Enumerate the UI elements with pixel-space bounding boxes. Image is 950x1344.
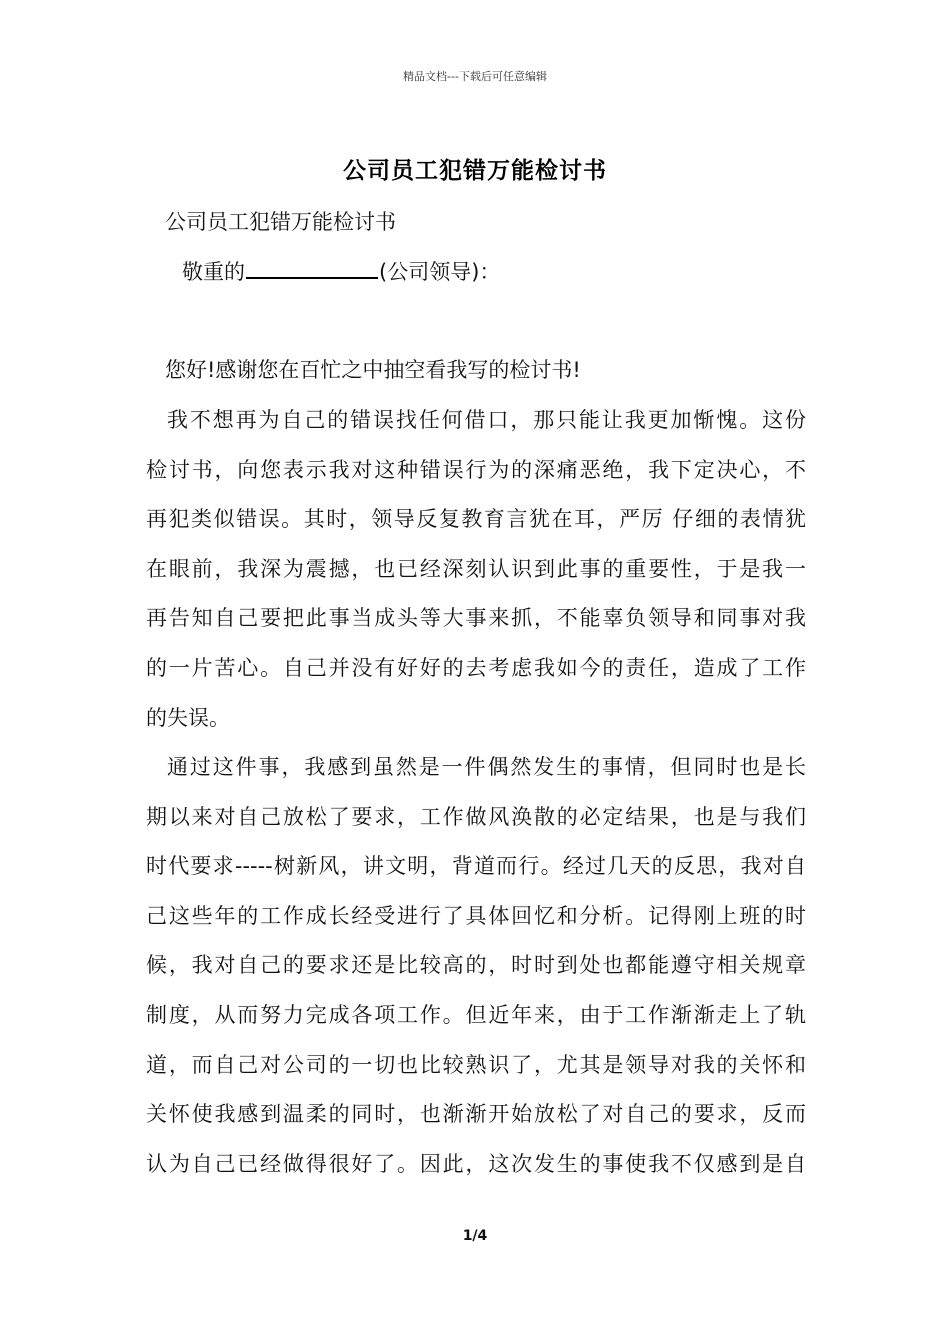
paragraph-1	[146, 396, 806, 743]
recipient-blank-line	[246, 257, 378, 279]
paragraph-line: 的一片苦心。自己并没有好好的去考虑我如今的责任，造成了工作	[146, 655, 806, 680]
salutation	[182, 248, 500, 298]
paragraph-line: 己这些年的工作成长经受进行了具体回忆和分析。记得刚上班的时	[146, 903, 806, 928]
paragraph-2	[146, 743, 806, 1189]
document-subtitle: 公司员工犯错万能检讨书	[165, 210, 396, 234]
salutation-suffix: (公司领导)：	[379, 260, 501, 284]
paragraph-line: 我不想再为自己的错误找任何借口，那只能让我更加惭愧。这份	[167, 408, 806, 432]
paragraph-line: 通过这件事，我感到虽然是一件偶然发生的事情，但同时也是长	[167, 755, 806, 779]
paragraph-line: 关怀使我感到温柔的同时，也渐渐开始放松了对自己的要求，反而	[146, 1102, 806, 1127]
paragraph-line: 再犯类似错误。其时，领导反复教育言犹在耳，严厉 仔细的表情犹	[146, 507, 806, 532]
greeting-line: 您好!感谢您在百忙之中抽空看我写的检讨书!	[165, 358, 581, 382]
paragraph-line: 检讨书，向您表示我对这种错误行为的深痛恶绝，我下定决心，不	[146, 457, 806, 482]
paragraph-line: 候，我对自己的要求还是比较高的，时时到处也都能遵守相关规章	[146, 953, 806, 978]
paragraph-line: 再告知自己要把此事当成头等大事来抓，不能辜负领导和同事对我	[146, 606, 806, 631]
paragraph-line: 期以来对自己放松了要求，工作做风涣散的必定结果，也是与我们	[146, 804, 806, 829]
document-title: 公司员工犯错万能检讨书	[343, 158, 607, 184]
salutation-prefix: 敬重的	[182, 260, 245, 284]
paragraph-line: 制度，从而努力完成各项工作。但近年来，由于工作渐渐走上了轨	[146, 1002, 806, 1027]
paragraph-line: 时代要求-----树新风，讲文明，背道而行。经过几天的反思，我对自	[146, 854, 806, 879]
header-note: 精品文档---下载后可任意编辑	[403, 70, 547, 83]
paragraph-line: 认为自己已经做得很好了。因此，这次发生的事使我不仅感到是自	[146, 1151, 806, 1176]
paragraph-line: 道，而自己对公司的一切也比较熟识了，尤其是领导对我的关怀和	[146, 1052, 806, 1077]
page-number: 1/4	[462, 1228, 488, 1244]
paragraph-line: 在眼前，我深为震撼，也已经深刻认识到此事的重要性，于是我一	[146, 556, 806, 581]
paragraph-line: 的失误。	[146, 705, 230, 730]
